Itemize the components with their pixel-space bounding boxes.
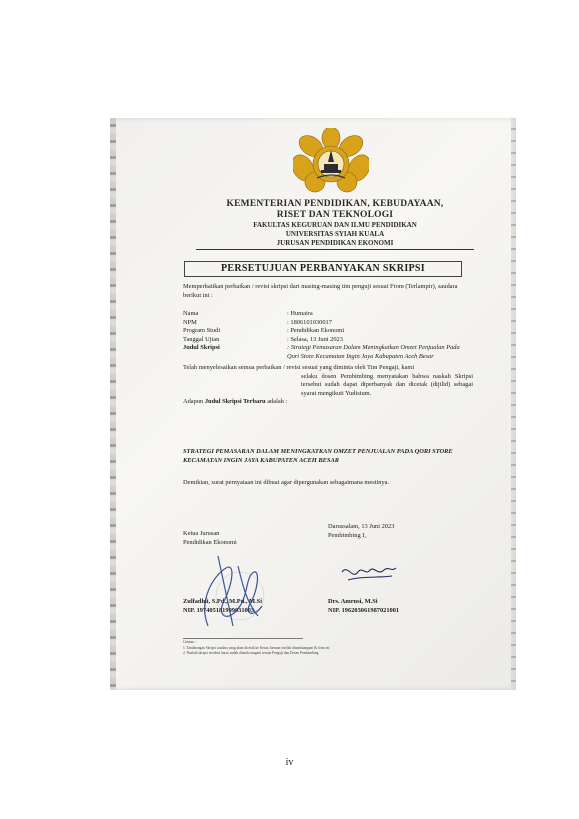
field-value: : Pendidikan Ekonomi (287, 327, 345, 334)
document-title: PERSETUJUAN PERBANYAKAN SKRIPSI (184, 261, 462, 277)
notes-section (183, 638, 473, 657)
letterhead (190, 199, 480, 250)
field-row-nama (183, 310, 473, 319)
approval-lead: Telah menyelesaikan semua perbaikan / revisi sesuai yang diminta oleh Tim Pengaji, kami (183, 364, 415, 371)
advisor-name: Drs. Amrusi, M.Si (328, 598, 378, 605)
field-label: NPM (183, 318, 197, 326)
notes-divider (183, 638, 303, 639)
place-date: Darussalam, 13 Juni 2023 (328, 523, 395, 530)
head-signature-scribble (188, 546, 278, 636)
adapun-suffix: adalah : (267, 398, 288, 405)
field-row-judul-skripsi (183, 344, 473, 361)
advisor-nip: NIP. 196203061987021001 (328, 606, 400, 614)
note-item: 1. Tandatangan Skripsi saudara yang akan dicetak ke Ketua Jurusan setelah ditandatangani & form ini (183, 645, 330, 650)
closing-statement: Demikian, surat pernyataan ini dibuat agar dipergunakan sebagaimana mestinya. (183, 479, 390, 486)
page-number: iv (285, 757, 294, 768)
approval-statement (183, 364, 473, 407)
head-nip: NIP. 197405181999031003 (183, 606, 255, 614)
student-fields (183, 310, 473, 361)
field-value: : Humaira (287, 310, 313, 317)
approval-block: selaku dosen Pembimbing menyatakan bahwa naskah Skripsi tersebut sudah dapat diperbanyak dan dicetak (dijilid) sebagai syarat mengikuti Yudisium. (301, 372, 473, 397)
advisor-signature-scribble (338, 558, 398, 588)
note-item: 2. Naskah skripsi tersebut harus sudah ditanda tangani semua Penguji dan Dosen Pembimbing (183, 651, 319, 655)
photo-left-edge (110, 118, 116, 690)
faculty-name: FAKULTAS KEGURUAN DAN ILMU PENDIDIKAN (253, 221, 417, 229)
field-row-npm (183, 319, 473, 328)
scanned-document-photo (110, 118, 516, 690)
field-value: : Strategi Pemasaran Dalam Meningkatkan Omzet Penjualan Pada Qori Store Kecamatan Ingin Jaya Kabupaten Aceh Besar (287, 344, 460, 360)
head-role-line-2: Pendidikan Ekonomi (183, 538, 237, 546)
field-label: Nama (183, 310, 199, 317)
adapun-prefix: Adapun (183, 398, 204, 405)
head-name: Zulfadhli, S.Pd., M.Pd., M.Si (183, 598, 263, 605)
intro-paragraph: Memperhatikan perbaikan / revisi skripsi dari masing-masing tim penguji sesuai From (Terlampir), saudara berikut ini : (183, 283, 458, 299)
university-logo-icon (293, 128, 369, 194)
department-name: JURUSAN PENDIDIKAN EKONOMI (276, 239, 394, 247)
university-name: UNIVERSITAS SYIAH KUALA (285, 230, 385, 238)
field-row-tanggal-ujian (183, 336, 473, 345)
notes-heading: Catatan : (183, 640, 196, 644)
field-value: : 1806101030017 (287, 318, 332, 326)
advisor-role: Pembimbing I, (328, 531, 366, 539)
header-divider (196, 249, 474, 250)
adapun-bold: Judul Skripsi Terbaru (204, 398, 266, 405)
field-row-program-studi (183, 327, 473, 336)
ministry-line-2: RISET DAN TEKNOLOGI (276, 210, 394, 220)
field-label: Judul Skripsi (183, 344, 220, 351)
photo-right-edge (511, 118, 516, 690)
new-title-intro (183, 398, 473, 407)
ministry-line-1: KEMENTERIAN PENDIDIKAN, KEBUDAYAAN, (226, 199, 444, 209)
thesis-title: STRATEGI PEMASARAN DALAM MENINGKATKAN OMZET PENJUALAN PADA QORI STORE KECAMATAN INGIN JAYA KABUPATEN ACEH BESAR (183, 448, 453, 464)
field-label: Program Studi (183, 327, 221, 334)
head-role-line-1: Ketua Jurusan (183, 530, 220, 537)
field-value: : Selasa, 13 Juni 2023 (287, 335, 343, 343)
field-label: Tanggal Ujian (183, 335, 220, 343)
